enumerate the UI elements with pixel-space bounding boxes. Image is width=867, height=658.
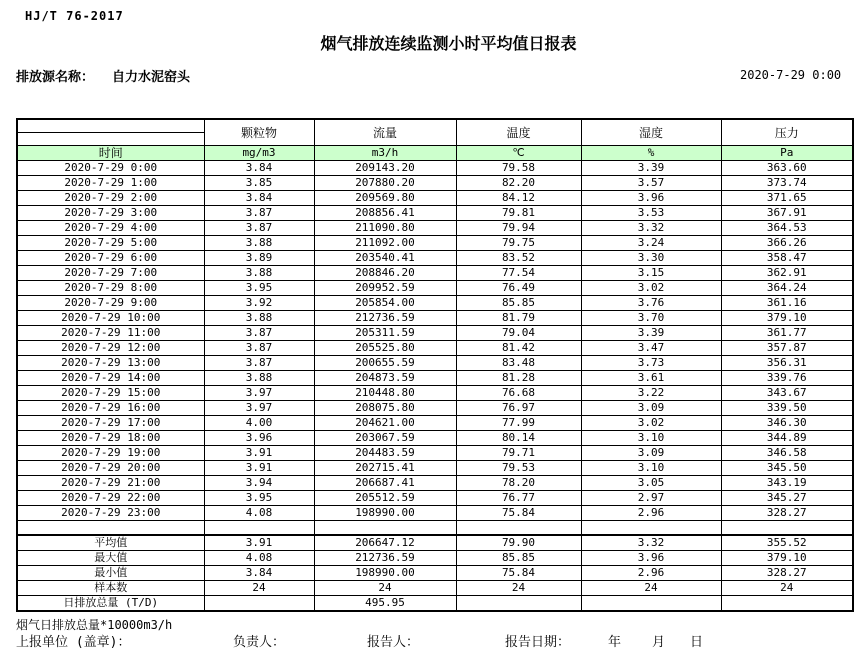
particulate-cell: 3.87	[204, 221, 314, 236]
table-row	[17, 386, 853, 401]
particulate-cell: 3.84	[204, 161, 314, 176]
year-label: 年	[608, 635, 622, 650]
temperature-cell: 24	[456, 581, 581, 596]
flow-cell: 209569.80	[314, 191, 456, 206]
pressure-cell	[721, 596, 853, 612]
time-cell: 2020-7-29 14:00	[17, 371, 204, 386]
flow-cell: 204483.59	[314, 446, 456, 461]
particulate-cell: 3.92	[204, 296, 314, 311]
reporter-label: 报告人：	[367, 635, 420, 650]
time-header-blank-top	[17, 119, 204, 133]
particulate-cell: 3.84	[204, 566, 314, 581]
month-label: 月	[652, 635, 666, 650]
particulate-cell: 3.87	[204, 341, 314, 356]
responsible-label: 负责人：	[233, 635, 286, 650]
table-row	[17, 476, 853, 491]
time-cell: 2020-7-29 19:00	[17, 446, 204, 461]
table-row	[17, 311, 853, 326]
time-cell: 2020-7-29 17:00	[17, 416, 204, 431]
flow-cell: 212736.59	[314, 551, 456, 566]
flow-cell: 206647.12	[314, 535, 456, 551]
flow-cell: 198990.00	[314, 506, 456, 521]
table-row	[17, 461, 853, 476]
humidity-cell: 3.05	[581, 476, 721, 491]
particulate-cell: 3.94	[204, 476, 314, 491]
pressure-cell: 367.91	[721, 206, 853, 221]
table-row	[17, 341, 853, 356]
humidity-cell: 3.70	[581, 311, 721, 326]
pressure-cell: 328.27	[721, 566, 853, 581]
particulate-cell: 3.97	[204, 401, 314, 416]
pressure-cell: 379.10	[721, 311, 853, 326]
pressure-cell: 345.50	[721, 461, 853, 476]
unit-humidity: %	[581, 146, 721, 161]
time-cell: 2020-7-29 23:00	[17, 506, 204, 521]
time-cell: 2020-7-29 21:00	[17, 476, 204, 491]
time-cell: 2020-7-29 12:00	[17, 341, 204, 356]
summary-row	[17, 581, 853, 596]
pressure-cell: 364.24	[721, 281, 853, 296]
humidity-cell: 3.02	[581, 281, 721, 296]
pressure-cell: 343.19	[721, 476, 853, 491]
time-cell: 2020-7-29 2:00	[17, 191, 204, 206]
particulate-cell: 3.95	[204, 281, 314, 296]
page-title: 烟气排放连续监测小时平均值日报表	[320, 34, 577, 53]
particulate-cell: 3.84	[204, 191, 314, 206]
footer-note: 烟气日排放总量*10000m3/h	[16, 618, 173, 632]
col-header-flow: 流量	[314, 119, 456, 146]
time-cell: 2020-7-29 10:00	[17, 311, 204, 326]
temperature-cell: 82.20	[456, 176, 581, 191]
humidity-cell: 3.32	[581, 221, 721, 236]
summary-label-cell: 最小值	[17, 566, 204, 581]
humidity-cell: 3.32	[581, 535, 721, 551]
table-row	[17, 266, 853, 281]
pressure-cell: 339.76	[721, 371, 853, 386]
time-cell: 2020-7-29 13:00	[17, 356, 204, 371]
pressure-cell: 328.27	[721, 506, 853, 521]
summary-row	[17, 596, 853, 612]
flow-cell: 205311.59	[314, 326, 456, 341]
particulate-cell: 3.89	[204, 251, 314, 266]
summary-row	[17, 535, 853, 551]
time-cell: 2020-7-29 7:00	[17, 266, 204, 281]
particulate-cell: 4.08	[204, 506, 314, 521]
flow-cell: 205525.80	[314, 341, 456, 356]
data-rows	[17, 161, 853, 521]
flow-cell: 211092.00	[314, 236, 456, 251]
table-row	[17, 356, 853, 371]
flow-cell: 202715.41	[314, 461, 456, 476]
humidity-cell	[581, 596, 721, 612]
pressure-cell: 373.74	[721, 176, 853, 191]
humidity-cell: 2.97	[581, 491, 721, 506]
pressure-cell: 357.87	[721, 341, 853, 356]
particulate-cell: 24	[204, 581, 314, 596]
particulate-cell: 3.91	[204, 461, 314, 476]
summary-label-cell: 样本数	[17, 581, 204, 596]
flow-cell: 209952.59	[314, 281, 456, 296]
pressure-cell: 364.53	[721, 221, 853, 236]
humidity-cell: 3.24	[581, 236, 721, 251]
source-label: 排放源名称：	[16, 70, 95, 85]
temperature-cell: 79.75	[456, 236, 581, 251]
table-row	[17, 191, 853, 206]
pressure-cell: 363.60	[721, 161, 853, 176]
pressure-cell: 343.67	[721, 386, 853, 401]
pressure-cell: 362.91	[721, 266, 853, 281]
flow-cell: 210448.80	[314, 386, 456, 401]
time-cell: 2020-7-29 16:00	[17, 401, 204, 416]
unit-particulate: mg/m3	[204, 146, 314, 161]
particulate-cell: 3.88	[204, 266, 314, 281]
particulate-cell: 4.00	[204, 416, 314, 431]
humidity-cell: 3.47	[581, 341, 721, 356]
humidity-cell: 3.61	[581, 371, 721, 386]
humidity-cell: 3.15	[581, 266, 721, 281]
table-row	[17, 236, 853, 251]
humidity-cell: 3.10	[581, 461, 721, 476]
temperature-cell: 79.04	[456, 326, 581, 341]
temperature-cell: 80.14	[456, 431, 581, 446]
particulate-cell: 3.87	[204, 206, 314, 221]
temperature-cell: 81.28	[456, 371, 581, 386]
table-row	[17, 431, 853, 446]
temperature-cell: 83.52	[456, 251, 581, 266]
unit-row	[17, 146, 853, 161]
table-row	[17, 506, 853, 521]
particulate-cell	[204, 596, 314, 612]
table-row	[17, 401, 853, 416]
temperature-cell: 79.81	[456, 206, 581, 221]
flow-cell: 200655.59	[314, 356, 456, 371]
humidity-cell: 3.53	[581, 206, 721, 221]
temperature-cell: 79.71	[456, 446, 581, 461]
summary-label-cell: 最大值	[17, 551, 204, 566]
pressure-cell: 345.27	[721, 491, 853, 506]
temperature-cell: 78.20	[456, 476, 581, 491]
flow-cell: 212736.59	[314, 311, 456, 326]
time-cell: 2020-7-29 5:00	[17, 236, 204, 251]
particulate-cell: 3.97	[204, 386, 314, 401]
col-header-pressure: 压力	[721, 119, 853, 146]
time-cell: 2020-7-29 18:00	[17, 431, 204, 446]
unit-flow: m3/h	[314, 146, 456, 161]
temperature-cell: 83.48	[456, 356, 581, 371]
particulate-cell: 3.96	[204, 431, 314, 446]
pressure-cell: 346.30	[721, 416, 853, 431]
particulate-cell: 3.88	[204, 371, 314, 386]
time-cell: 2020-7-29 11:00	[17, 326, 204, 341]
particulate-cell: 3.91	[204, 446, 314, 461]
table-row	[17, 371, 853, 386]
table-row	[17, 296, 853, 311]
pressure-cell: 346.58	[721, 446, 853, 461]
table-row	[17, 251, 853, 266]
temperature-cell: 77.54	[456, 266, 581, 281]
flow-cell: 206687.41	[314, 476, 456, 491]
time-header: 时间	[17, 146, 204, 161]
temperature-cell: 81.79	[456, 311, 581, 326]
day-label: 日	[690, 635, 704, 650]
time-cell: 2020-7-29 0:00	[17, 161, 204, 176]
time-cell: 2020-7-29 6:00	[17, 251, 204, 266]
humidity-cell: 3.76	[581, 296, 721, 311]
report-unit-label: 上报单位 (盖章)：	[16, 635, 131, 650]
pressure-cell: 355.52	[721, 535, 853, 551]
pressure-cell: 371.65	[721, 191, 853, 206]
humidity-cell: 3.96	[581, 551, 721, 566]
pressure-cell: 24	[721, 581, 853, 596]
summary-rows	[17, 535, 853, 611]
gap-row	[17, 521, 853, 536]
source-name: 自力水泥窑头	[112, 70, 191, 85]
flow-cell: 24	[314, 581, 456, 596]
temperature-cell: 79.94	[456, 221, 581, 236]
humidity-cell: 3.22	[581, 386, 721, 401]
flow-cell: 208846.20	[314, 266, 456, 281]
unit-temperature: ℃	[456, 146, 581, 161]
humidity-cell: 3.09	[581, 446, 721, 461]
summary-row	[17, 566, 853, 581]
particulate-cell: 3.88	[204, 311, 314, 326]
time-cell: 2020-7-29 20:00	[17, 461, 204, 476]
particulate-cell: 3.95	[204, 491, 314, 506]
humidity-cell: 2.96	[581, 566, 721, 581]
time-cell: 2020-7-29 1:00	[17, 176, 204, 191]
humidity-cell: 3.02	[581, 416, 721, 431]
temperature-cell: 76.97	[456, 401, 581, 416]
table-row	[17, 491, 853, 506]
humidity-cell: 3.73	[581, 356, 721, 371]
col-header-humidity: 湿度	[581, 119, 721, 146]
col-header-particulate: 颗粒物	[204, 119, 314, 146]
table-row	[17, 281, 853, 296]
table-row	[17, 206, 853, 221]
pressure-cell: 361.77	[721, 326, 853, 341]
flow-cell: 205854.00	[314, 296, 456, 311]
temperature-cell: 85.85	[456, 296, 581, 311]
temperature-cell: 79.53	[456, 461, 581, 476]
pressure-cell: 361.16	[721, 296, 853, 311]
temperature-cell: 75.84	[456, 566, 581, 581]
humidity-cell: 3.39	[581, 161, 721, 176]
time-cell: 2020-7-29 22:00	[17, 491, 204, 506]
header-row-top	[17, 119, 853, 133]
temperature-cell: 77.99	[456, 416, 581, 431]
flow-cell: 204873.59	[314, 371, 456, 386]
flow-cell: 198990.00	[314, 566, 456, 581]
particulate-cell: 3.88	[204, 236, 314, 251]
temperature-cell: 84.12	[456, 191, 581, 206]
table-row	[17, 416, 853, 431]
time-header-blank-bottom	[17, 133, 204, 146]
flow-cell: 204621.00	[314, 416, 456, 431]
standard-code: HJ/T 76-2017	[25, 9, 124, 23]
table-row	[17, 326, 853, 341]
particulate-cell: 3.85	[204, 176, 314, 191]
temperature-cell: 79.58	[456, 161, 581, 176]
humidity-cell: 3.57	[581, 176, 721, 191]
col-header-temperature: 温度	[456, 119, 581, 146]
report-datetime: 2020-7-29 0:00	[740, 68, 842, 82]
flow-cell: 495.95	[314, 596, 456, 612]
pressure-cell: 358.47	[721, 251, 853, 266]
temperature-cell: 76.68	[456, 386, 581, 401]
report-date-label: 报告日期：	[505, 635, 571, 650]
humidity-cell: 24	[581, 581, 721, 596]
humidity-cell: 3.39	[581, 326, 721, 341]
summary-label-cell: 日排放总量 (T/D)	[17, 596, 204, 612]
time-cell: 2020-7-29 3:00	[17, 206, 204, 221]
table-row	[17, 446, 853, 461]
humidity-cell: 3.30	[581, 251, 721, 266]
humidity-cell: 2.96	[581, 506, 721, 521]
time-cell: 2020-7-29 9:00	[17, 296, 204, 311]
flow-cell: 209143.20	[314, 161, 456, 176]
pressure-cell: 366.26	[721, 236, 853, 251]
temperature-cell: 85.85	[456, 551, 581, 566]
pressure-cell: 356.31	[721, 356, 853, 371]
emission-source-line	[16, 66, 190, 85]
summary-label-cell: 平均值	[17, 535, 204, 551]
flow-cell: 203067.59	[314, 431, 456, 446]
temperature-cell: 81.42	[456, 341, 581, 356]
time-cell: 2020-7-29 4:00	[17, 221, 204, 236]
pressure-cell: 344.89	[721, 431, 853, 446]
flow-cell: 208075.80	[314, 401, 456, 416]
flow-cell: 211090.80	[314, 221, 456, 236]
flow-cell: 203540.41	[314, 251, 456, 266]
unit-pressure: Pa	[721, 146, 853, 161]
flow-cell: 207880.20	[314, 176, 456, 191]
particulate-cell: 4.08	[204, 551, 314, 566]
humidity-cell: 3.96	[581, 191, 721, 206]
summary-row	[17, 551, 853, 566]
temperature-cell	[456, 596, 581, 612]
temperature-cell: 76.77	[456, 491, 581, 506]
table-row	[17, 221, 853, 236]
table-row	[17, 161, 853, 176]
particulate-cell: 3.87	[204, 356, 314, 371]
time-cell: 2020-7-29 8:00	[17, 281, 204, 296]
temperature-cell: 76.49	[456, 281, 581, 296]
time-cell: 2020-7-29 15:00	[17, 386, 204, 401]
humidity-cell: 3.10	[581, 431, 721, 446]
report-table	[16, 118, 854, 612]
pressure-cell: 339.50	[721, 401, 853, 416]
temperature-cell: 79.90	[456, 535, 581, 551]
flow-cell: 208856.41	[314, 206, 456, 221]
temperature-cell: 75.84	[456, 506, 581, 521]
humidity-cell: 3.09	[581, 401, 721, 416]
particulate-cell: 3.87	[204, 326, 314, 341]
table-row	[17, 176, 853, 191]
particulate-cell: 3.91	[204, 535, 314, 551]
flow-cell: 205512.59	[314, 491, 456, 506]
pressure-cell: 379.10	[721, 551, 853, 566]
